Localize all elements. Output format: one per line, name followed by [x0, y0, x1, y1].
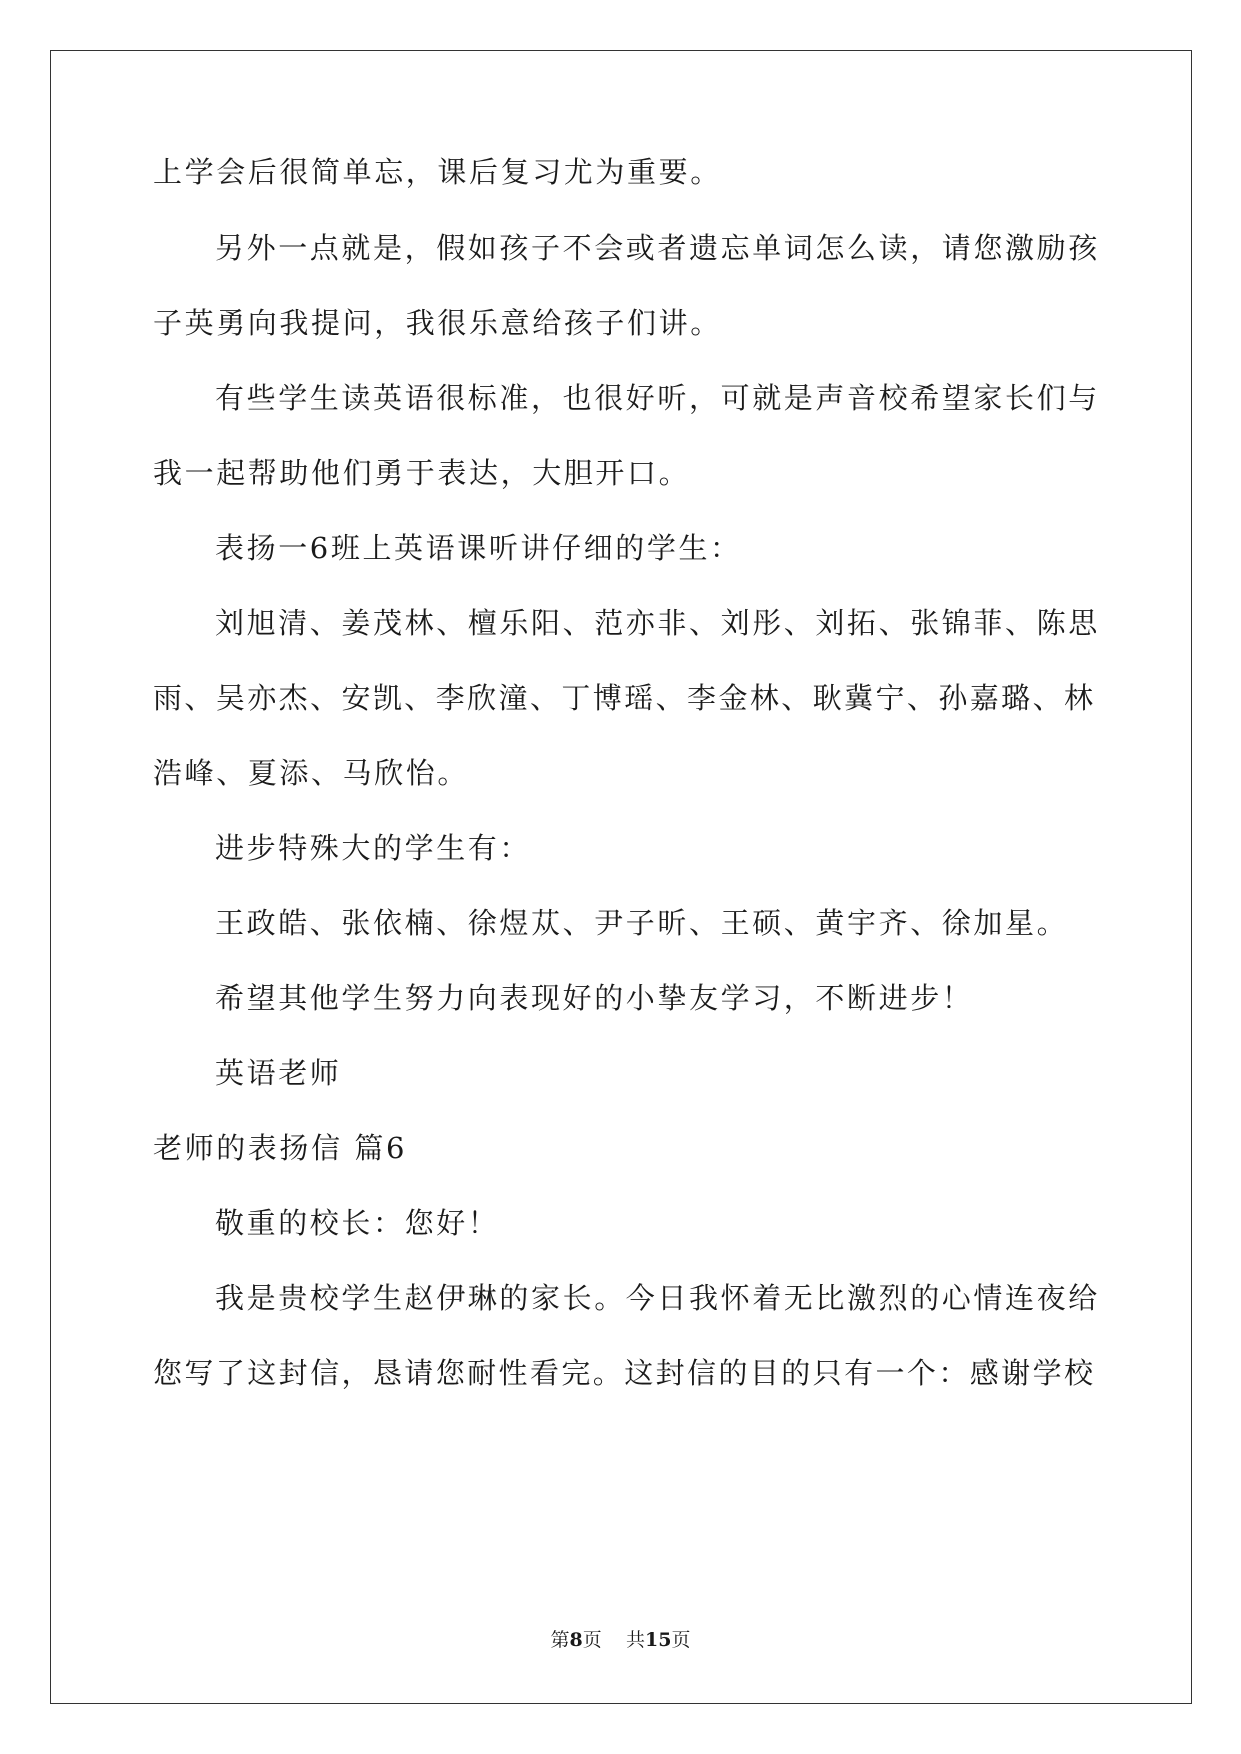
- text-line-7: 刘旭清、姜茂林、檀乐阳、范亦非、刘彤、刘拓、张锦菲、陈思: [215, 606, 1100, 640]
- page-border: [50, 50, 1192, 1704]
- text-line-1: 上学会后很简单忘，课后复习尤为重要。: [153, 155, 722, 189]
- page-footer: [0, 1627, 1241, 1653]
- text-line-9: 浩峰、夏添、马欣怡。: [153, 756, 470, 790]
- page-current: 8: [569, 1629, 583, 1651]
- text-line-11: 王政皓、张依楠、徐煜苁、尹子昕、王硕、黄宇齐、徐加星。: [215, 906, 1069, 940]
- page-suffix: 页: [582, 1629, 602, 1651]
- text-line-4: 有些学生读英语很标准，也很好听，可就是声音校希望家长们与: [215, 381, 1100, 415]
- page-total: 15: [644, 1629, 672, 1651]
- total-suffix: 页: [671, 1629, 691, 1651]
- section-heading: 老师的表扬信 篇6: [153, 1131, 408, 1165]
- text-line-8: 雨、吴亦杰、安凯、李欣潼、丁博瑶、李金林、耿冀宁、孙嘉璐、林: [153, 681, 1093, 715]
- text-line-5: 我一起帮助他们勇于表达，大胆开口。: [153, 456, 691, 490]
- text-line-17: 您写了这封信，恳请您耐性看完。这封信的目的只有一个：感谢学校: [153, 1356, 1093, 1390]
- text-line-2: 另外一点就是，假如孩子不会或者遗忘单词怎么读，请您激励孩: [215, 231, 1100, 265]
- salutation-line: 敬重的校长：您好！: [215, 1206, 500, 1240]
- text-line-12: 希望其他学生努力向表现好的小挚友学习，不断进步！: [215, 981, 974, 1015]
- text-line-6: 表扬一6班上英语课听讲仔细的学生：: [215, 531, 742, 565]
- page-prefix: 第: [550, 1629, 570, 1651]
- total-prefix: 共: [625, 1629, 645, 1651]
- text-line-10: 进步特殊大的学生有：: [215, 831, 532, 865]
- text-line-16: 我是贵校学生赵伊琳的家长。今日我怀着无比激烈的心情连夜给: [215, 1281, 1100, 1315]
- signature-line: 英语老师: [215, 1056, 342, 1090]
- text-line-3: 子英勇向我提问，我很乐意给孩子们讲。: [153, 306, 722, 340]
